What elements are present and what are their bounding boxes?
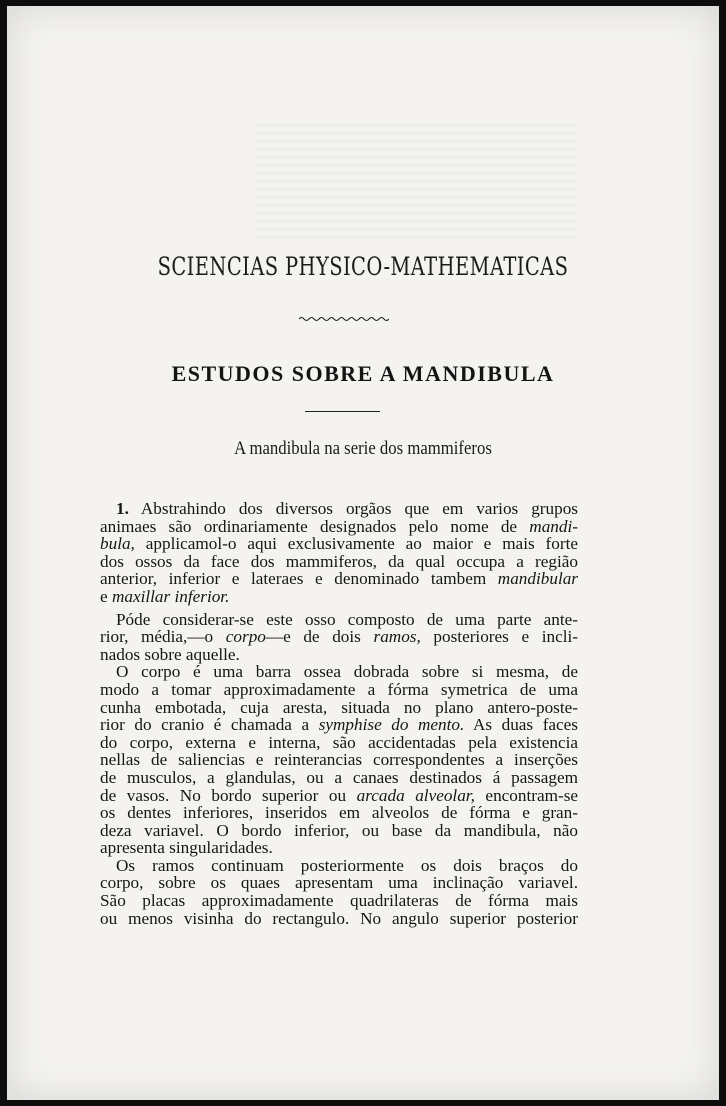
p4-line-4: ou menos visinha do rectangulo. No angulo superior posterior [100, 908, 578, 928]
p1-line-5: anterior, inferior e lateraes e denominado tambem mandibular [100, 569, 578, 589]
p3-line-2: modo a tomar approximadamente a fórma symetrica de uma [100, 679, 578, 699]
p2-line-2: rior, média,—o corpo—e de dois ramos, posteriores e incli- [100, 627, 578, 647]
p3-line-8: de vasos. No bordo superior ou arcada alveolar, encontram-se [100, 785, 579, 805]
p3-line-6: nellas de saliencias e reinterancias correspondentes a inserções [100, 750, 578, 770]
p2-line-3: nados sobre aquelle. [100, 644, 240, 664]
p3-line-11: apresenta singularidades. [100, 838, 273, 858]
p4-line-3: São placas approximadamente quadrilateras de fórma mais [100, 891, 578, 911]
article-title: ESTUDOS SOBRE A MANDIBULA [171, 361, 555, 386]
p3-line-9: os dentes inferiores, inseridos em alveolos de fórma e gran- [100, 803, 578, 823]
p3-line-10: deza variavel. O bordo inferior, ou base da mandibula, não [100, 820, 578, 840]
p3-line-1: O corpo é uma barra ossea dobrada sobre si mesma, de [116, 662, 578, 682]
p4-line-2: corpo, sobre os quaes apresentam uma inclinação variavel. [100, 873, 578, 893]
bleed-through-text [257, 124, 577, 244]
title-rule [305, 411, 380, 412]
book-page [7, 6, 719, 1100]
paragraph-number: 1. [116, 499, 129, 518]
p4-line-1: Os ramos continuam posteriormente os dois braços do [116, 855, 578, 875]
article-subtitle: A mandibula na serie dos mammiferos [234, 438, 492, 459]
p3-line-3: cunha embotada, cuja aresta, situada no plano antero-poste- [100, 697, 578, 717]
p1-line-4: dos ossos da face dos mammiferos, da qual occupa a região [100, 551, 578, 571]
section-title: SCIENCIAS PHYSICO-MATHEMATICAS [157, 252, 569, 281]
body-text [100, 500, 578, 927]
p1-line-3: bula, applicamol-o aqui exclusivamente ao maior e mais forte [100, 534, 578, 554]
p1-line-2: animaes são ordinariamente designados pelo nome de mandi- [100, 516, 578, 536]
p1-line-1: 1. Abstrahindo dos diversos orgãos que em varios grupos [116, 499, 578, 518]
wavy-ornament [299, 316, 389, 322]
p2-line-1: Póde considerar-se este osso composto de uma parte ante- [116, 609, 578, 629]
p3-line-7: de musculos, a glandulas, ou a canaes destinados á passagem [100, 767, 578, 787]
p3-line-4: rior do cranio é chamada a symphise do mento. As duas faces [100, 715, 578, 735]
p1-line-6: e maxillar inferior. [100, 586, 230, 606]
p3-line-5: do corpo, externa e interna, são accidentadas pela existencia [100, 732, 578, 752]
